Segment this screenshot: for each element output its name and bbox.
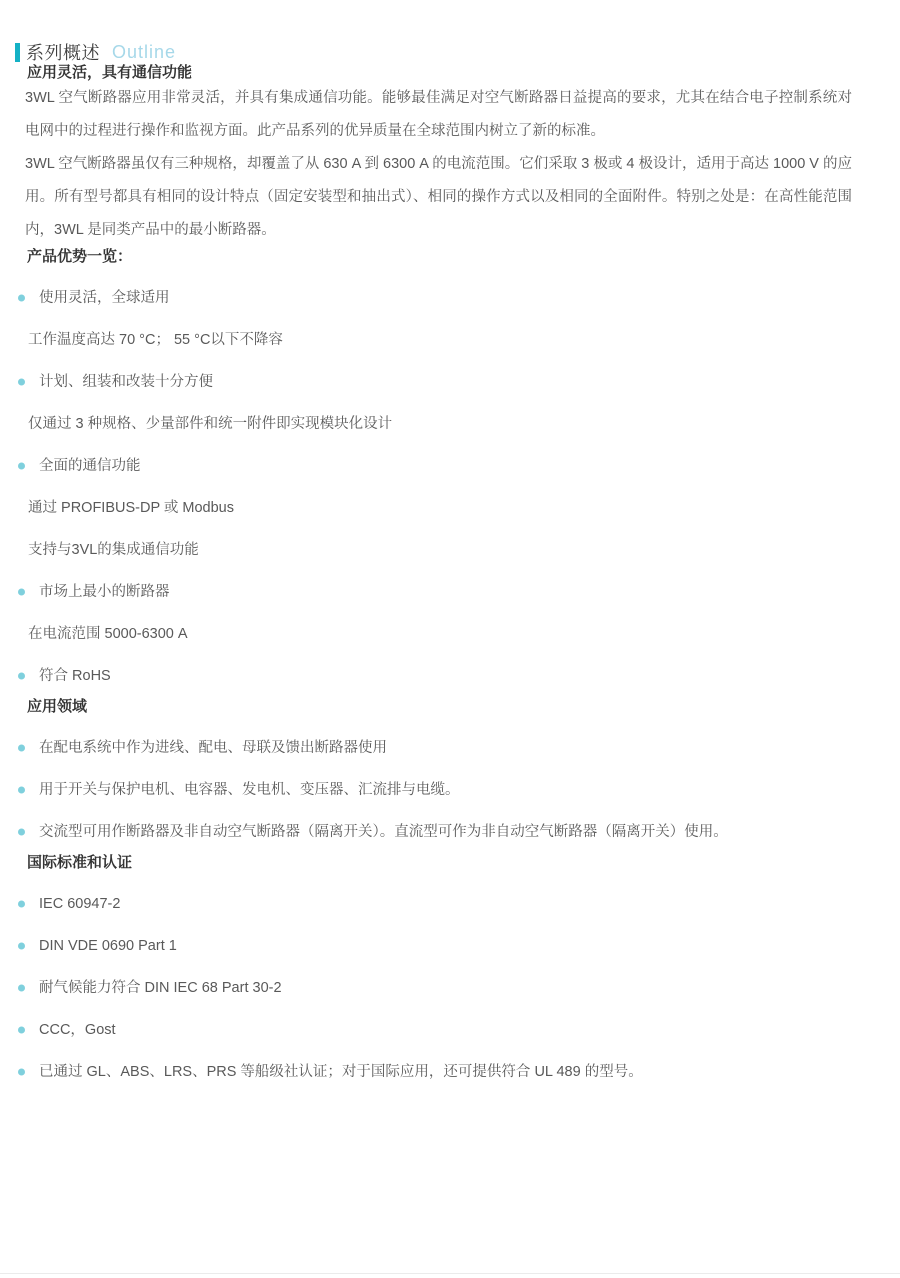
bullet-dot-icon [18, 1027, 25, 1034]
list-item [25, 1009, 852, 1051]
list-item-text: 使用灵活，全球适用 [39, 290, 170, 306]
list-item [25, 1051, 852, 1093]
list-item-text: CCC，Gost [39, 1022, 116, 1038]
list-item-text: 支持与3VL的集成通信功能 [28, 542, 199, 558]
list-item [25, 811, 852, 853]
list-item [25, 277, 852, 319]
list-item-text: 市场上最小的断路器 [39, 584, 170, 600]
bullet-dot-icon [18, 787, 25, 794]
list-item [25, 571, 852, 613]
advantages-list [25, 277, 852, 697]
bullet-dot-icon [18, 985, 25, 992]
list-item [25, 655, 852, 697]
page-title-cn: 系列概述 [26, 43, 100, 63]
list-item [25, 487, 852, 529]
bullet-dot-icon [18, 829, 25, 836]
list-item-text: 通过 PROFIBUS-DP 或 Modbus [28, 500, 235, 516]
list-item [25, 769, 852, 811]
bullet-dot-icon [18, 901, 25, 908]
content-area [0, 63, 900, 1093]
paragraph: 3WL 空气断路器虽仅有三种规格，却覆盖了从 630 A 到 6300 A 的电流范围。它们采取 3 极或 4 极设计，适用于高达 1000 V 的应用。所有型号都具有相同的设计特点（固定安装型和抽出式）、相同的操作方式以及相同的全面附件。特别之处是：在高性能范围内，3WL 是同类产品中的最小断路器。 [25, 156, 852, 238]
bullet-dot-icon [18, 943, 25, 950]
section-heading-flexible-communication: 应用灵活，具有通信功能 [27, 64, 193, 81]
list-item [25, 967, 852, 1009]
list-item [25, 925, 852, 967]
list-item-text: 工作温度高达 70 °C； 55 °C以下不降容 [28, 332, 283, 348]
page-title-en: Outline [112, 41, 177, 62]
accent-bar-icon [15, 43, 20, 62]
application-areas-list [25, 727, 852, 853]
bullet-dot-icon [18, 295, 25, 302]
list-item-text: 在配电系统中作为进线、配电、母联及馈出断路器使用 [39, 740, 387, 756]
list-item [25, 361, 852, 403]
list-item [25, 445, 852, 487]
list-item [25, 613, 852, 655]
bullet-dot-icon [18, 589, 25, 596]
bullet-dot-icon [18, 463, 25, 470]
paragraph: 3WL 空气断路器应用非常灵活，并具有集成通信功能。能够最佳满足对空气断路器日益提高的要求，尤其在结合电子控制系统对电网中的过程进行操作和监视方面。此产品系列的优异质量在全球范围内树立了新的标准。 [25, 90, 852, 139]
list-item-text: 用于开关与保护电机、电容器、发电机、变压器、汇流排与电缆。 [39, 782, 460, 798]
bullet-dot-icon [18, 673, 25, 680]
list-item-text: 计划、组装和改装十分方便 [39, 374, 213, 390]
page-title [15, 41, 900, 63]
list-item [25, 727, 852, 769]
bullet-dot-icon [18, 745, 25, 752]
section-heading-international-standards: 国际标准和认证 [27, 854, 133, 871]
list-item [25, 883, 852, 925]
list-item-text: 仅通过 3 种规格、少量部件和统一附件即实现模块化设计 [28, 416, 393, 432]
list-item-text: IEC 60947-2 [39, 896, 121, 912]
list-item-text: 已通过 GL、ABS、LRS、PRS 等船级社认证；对于国际应用，还可提供符合 UL 489 的型号。 [39, 1064, 643, 1080]
section-heading-product-advantages: 产品优势一览： [27, 248, 133, 265]
section-heading-application-areas: 应用领域 [27, 698, 88, 715]
list-item [25, 319, 852, 361]
document-page [0, 41, 900, 1093]
standards-list [25, 883, 852, 1093]
list-item [25, 403, 852, 445]
list-item-text: 在电流范围 5000-6300 A [28, 626, 188, 642]
list-item-text: 全面的通信功能 [39, 458, 141, 474]
bullet-dot-icon [18, 379, 25, 386]
page-bottom-divider [0, 1273, 900, 1274]
list-item-text: 耐气候能力符合 DIN IEC 68 Part 30-2 [39, 980, 282, 996]
list-item-text: DIN VDE 0690 Part 1 [39, 938, 177, 954]
list-item-text: 符合 RoHS [39, 668, 111, 684]
bullet-dot-icon [18, 1069, 25, 1076]
list-item-text: 交流型可用作断路器及非自动空气断路器（隔离开关）。直流型可作为非自动空气断路器（隔离开关）使用。 [39, 824, 728, 840]
list-item [25, 529, 852, 571]
